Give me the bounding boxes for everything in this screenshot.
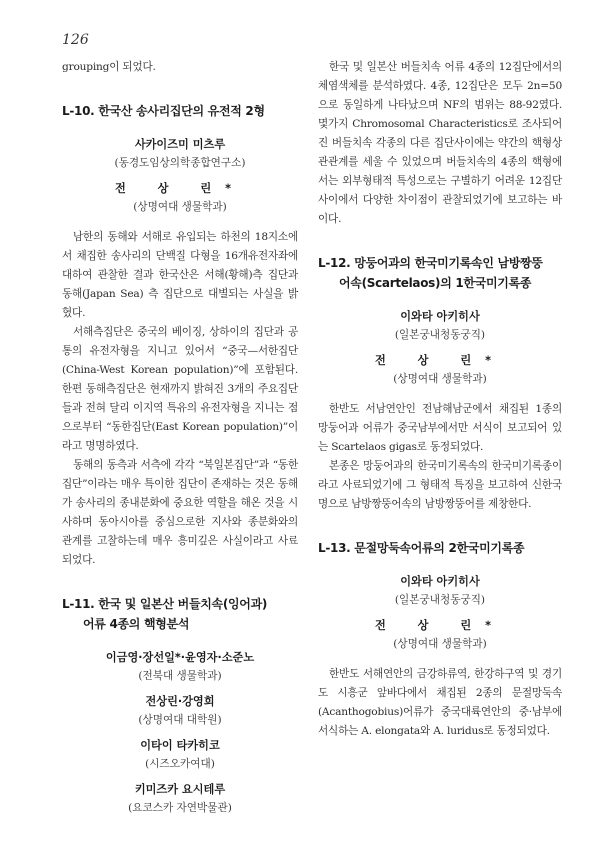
- article-l10-author-1: 사카이즈미 미츠루: [134, 138, 226, 151]
- article-l11-affiliation-3: (시즈오카여대): [145, 758, 215, 770]
- article-l10-author-2: 전 상 린*: [114, 182, 246, 195]
- article-l11-author-1: 이금영·장선일*·윤영자·소준노: [105, 651, 255, 664]
- article-l12-title-line-1: L-12. 망둥어과의 한국미기록속인 남방짱뚱: [318, 256, 543, 270]
- article-l10-paragraph-3: 동해의 동측과 서측에 각각 “북일본집단”과 “동한집단”이라는 매우 특이한 집단이 존재하는 것은 동해가 송사리의 종내분화에 중요한 역할을 해온 것을 시사하며 동아시아를 중심으로한 지사와 종분화와의 관계를 고찰하는데 매우 흥미깊은 사실이라고 사료되었다.: [62, 459, 298, 566]
- article-l11-author-4: 키미즈카 요시테루: [134, 783, 226, 796]
- left-column: [62, 58, 298, 817]
- page-number: 126: [62, 32, 89, 48]
- article-l11-title: [62, 594, 298, 634]
- article-l11-author-2: 전상린·강영희: [145, 695, 215, 708]
- article-l13-title: L-13. 문절망둑속어류의 2한국미기록종: [318, 541, 525, 555]
- article-l13-author-2: 전 상 린*: [374, 619, 506, 632]
- article-l13-paragraph-1: 한반도 서해연안의 금강하류역, 한강하구역 및 경기도 시흥군 앞바다에서 채집된 2종의 문절망둑속(Acanthogobius)어류가 중국대륙연안의 중·남부에 서식하는 A. elongata와 A. luridus로 동정되었다.: [318, 668, 562, 737]
- article-l11-author-3: 이타이 타카히코: [140, 739, 220, 752]
- article-l12-author-1: 이와타 아키히사: [400, 310, 480, 323]
- article-l12-title-line-2: 어속(Scartelaos)의 1한국미기록종: [339, 276, 532, 290]
- article-l13-author-1: 이와타 아키히사: [400, 575, 480, 588]
- article-l10-paragraph-1: 남한의 동해와 서해로 유입되는 하천의 18지소에서 채집한 송사리의 단백질 다형을 16개유전자좌에 대하여 관찰한 결과 한국산은 서해(황해)측 집단과 동해(Japan Sea) 측 집단으로 대별되는 사실을 밝혔다.: [62, 231, 298, 319]
- article-l12-affiliation-1: (일본궁내청동궁직): [394, 329, 486, 341]
- article-l10-affiliation-1: (동경도임상의학종합연구소): [114, 157, 246, 169]
- article-l11-affiliation-2: (상명여대 대학원): [138, 714, 222, 726]
- right-column: [318, 58, 562, 741]
- article-l10-affiliation-2: (상명여대 생물학과): [133, 201, 227, 213]
- article-l12-affiliation-2: (상명여대 생물학과): [393, 373, 487, 385]
- intro-line: grouping이 되었다.: [62, 61, 156, 73]
- article-l12-paragraph-1: 한반도 서남연안인 전남해남군에서 채집된 1종의 망둥어과 어류가 중국남부에서만 서식이 보고되어 있는 Scartelaos gigas로 동정되었다.: [318, 403, 562, 453]
- article-l10-title: L-10. 한국산 송사리집단의 유전적 2형: [62, 104, 265, 118]
- article-l11-affiliation-4: (요코스카 자연박물관): [128, 802, 232, 814]
- article-l12-paragraph-2: 본종은 망둥어과의 한국미기록속의 한국미기록종이라고 사료되었기에 그 형태적 특징을 보고하여 신한국명으로 남방짱뚱어속의 남방짱뚱어를 제창한다.: [318, 460, 562, 510]
- article-l11-title-line-2: 어류 4종의 핵형분석: [83, 617, 190, 631]
- article-l10-paragraph-2: 서해측집단은 중국의 베이징, 상하이의 집단과 공통의 유전자형을 지니고 있어서 “중국—서한집단(China-West Korean population)”에 포함된다. 한편 동해측집단은 현재까지 밝혀진 3개의 주요집단들과 전혀 달리 이지역 특유의 유전자형을 지니는 점으로부터 “동한집단(East Korean population)”이라고 명명하였다.: [62, 326, 298, 452]
- article-l11-title-line-1: L-11. 한국 및 일본산 버들치속(잉어과): [62, 597, 268, 611]
- article-l12-author-2: 전 상 린*: [374, 354, 506, 367]
- article-l11-affiliation-1: (전북대 생물학과): [138, 670, 222, 682]
- article-l13-affiliation-1: (일본궁내청동궁직): [394, 594, 486, 606]
- article-l13-affiliation-2: (상명여대 생물학과): [393, 638, 487, 650]
- article-l12-title: [318, 253, 562, 293]
- article-l11-body: 한국 및 일본산 버들치속 어류 4종의 12집단에서의 체염색체를 분석하였다. 4종, 12집단은 모두 2n=50으로 동일하게 나타났으며 NF의 범위는 88-92였다. 몇가지 Chromosomal Characteristics로 조사되어진 버들치속 각종의 다른 집단사이에는 약간의 핵형상관관계를 세울 수 있었으며 버들치속의 4종의 핵형에서는 외부형태적 특성으로는 구별하기 어려운 12집단 사이에서 다양한 차이점이 관찰되었기에 보고하는 바이다.: [318, 61, 562, 225]
